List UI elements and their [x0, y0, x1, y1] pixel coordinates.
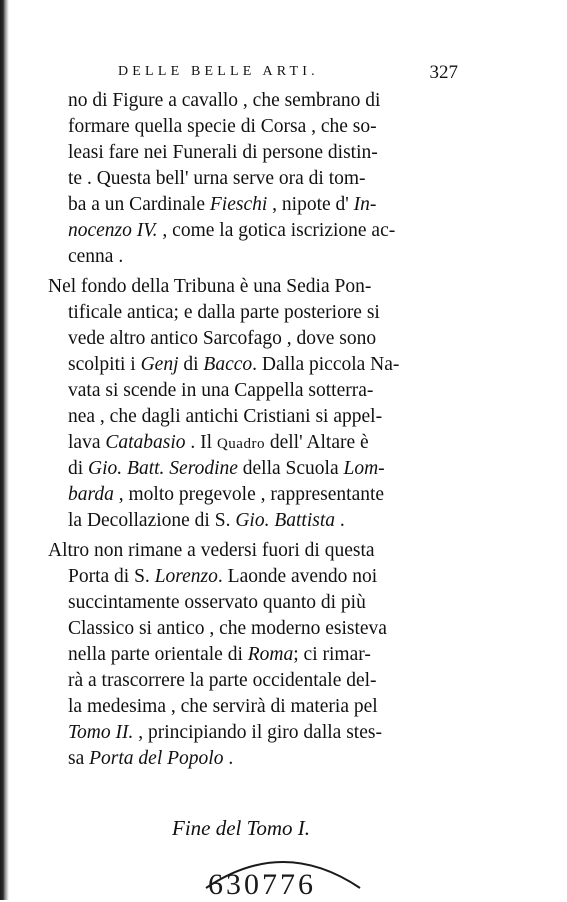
text-line: sa Porta del Popolo .	[68, 748, 234, 769]
text-line: la medesima , che servirà di materia pel	[68, 696, 378, 717]
text-line: Altro non rimane a vedersi fuori di questa	[48, 540, 375, 561]
text-line: ba a un Cardinale Fieschi , nipote d' In-	[68, 194, 377, 215]
text-line: Classico si antico , che moderno esisteva	[68, 618, 387, 639]
text-line: leasi fare nei Funerali di persone distin-	[68, 142, 378, 163]
text-line: barda , molto pregevole , rappresentante	[68, 484, 385, 505]
text-line: no di Figure a cavallo , che sembrano di	[68, 90, 381, 111]
text-line: vata si scende in una Cappella sotterra-	[68, 380, 374, 401]
text-line: di Gio. Batt. Serodine della Scuola Lom-	[68, 458, 385, 479]
page-number: 327	[429, 62, 458, 83]
text-line: nocenzo IV. , come la gotica iscrizione ac-	[68, 220, 396, 241]
text-line: tificale antica; e dalla parte posteriore si	[68, 302, 380, 323]
text-line: formare quella specie di Corsa , che so-	[68, 116, 377, 137]
body-text	[0, 88, 567, 788]
text-line: lava Catabasio . Il Quadro dell' Altare è	[68, 432, 369, 453]
text-line: succintamente osservato quanto di più	[68, 592, 366, 613]
library-stamp-number: 630776	[208, 868, 316, 901]
running-title: DELLE BELLE ARTI.	[118, 64, 319, 79]
text-line: nella parte orientale di Roma; ci rimar-	[68, 644, 371, 665]
text-line: cenna .	[68, 246, 124, 267]
text-line: la Decollazione di S. Gio. Battista .	[68, 510, 345, 531]
end-of-volume-note: Fine del Tomo I.	[172, 816, 311, 840]
text-line: Nel fondo della Tribuna è una Sedia Pon-	[48, 276, 372, 297]
text-line: scolpiti i Genj di Bacco. Dalla piccola Na-	[68, 354, 400, 375]
text-line: vede altro antico Sarcofago , dove sono	[68, 328, 377, 349]
text-line: te . Questa bell' urna serve ora di tom-	[68, 168, 366, 189]
text-line: rà a trascorrere la parte occidentale del-	[68, 670, 377, 691]
text-line: nea , che dagli antichi Cristiani si appel-	[68, 406, 383, 427]
text-line: Tomo II. , principiando il giro dalla stes-	[68, 722, 382, 743]
running-head	[118, 62, 458, 86]
text-line: Porta di S. Lorenzo. Laonde avendo noi	[68, 566, 378, 587]
